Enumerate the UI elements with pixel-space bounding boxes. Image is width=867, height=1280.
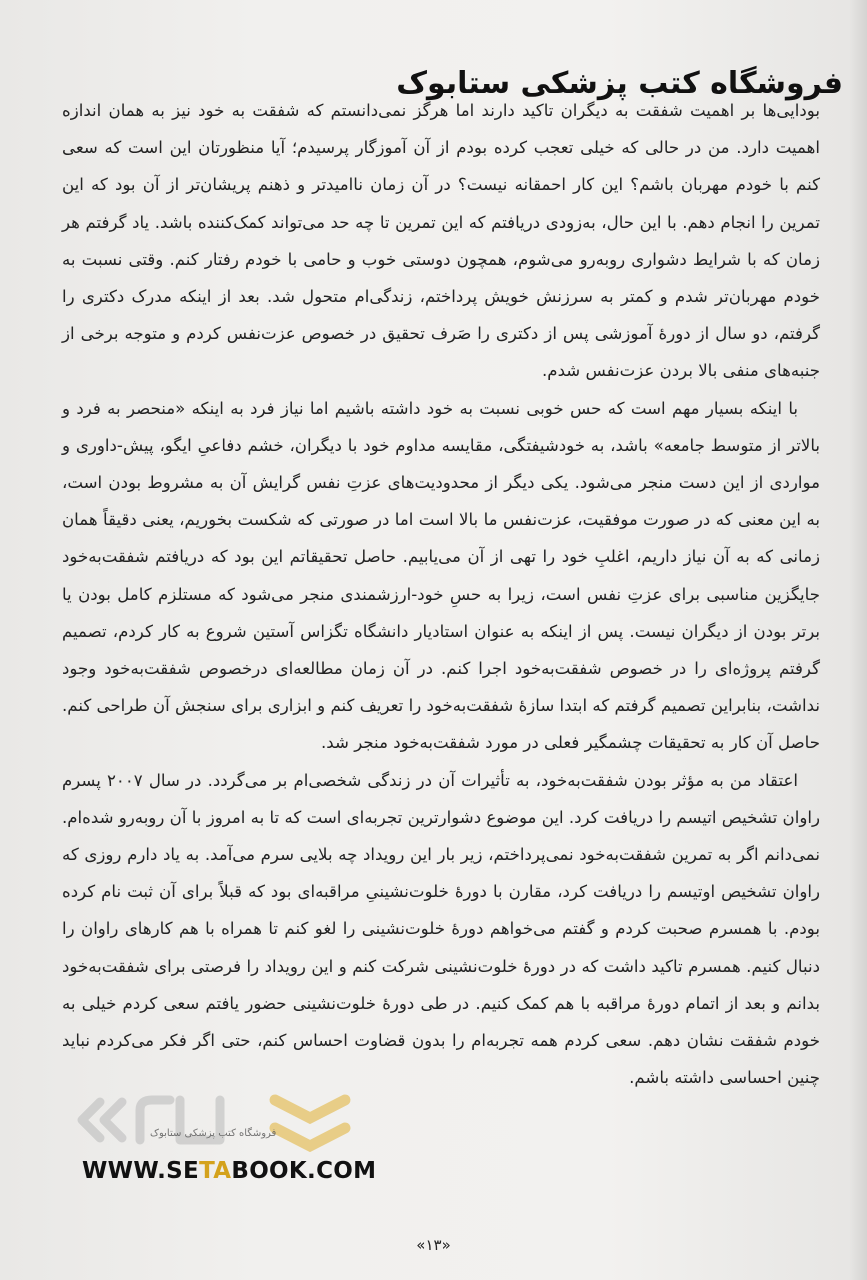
page-number: «۱۳» [416,1236,451,1254]
paragraph-1: بودایی‌ها بر اهمیت شفقت به دیگران تاکید دارند اما هرگز نمی‌دانستم که شفقت به خود نیز به همان اندازه اهمیت دارد. من در حالی که خیلی تعجب کرده بودم از آن آموزگار پرسیدم؛ آیا منظورتان این است که سعی کنم با خودم مهربان باشم؟ این کار احمقانه نیست؟ در آن زمان ناامیدتر و ذهنم پریشان‌تر از آن بود که این تمرین را انجام دهم. با این حال، به‌زودی دریافتم که این تمرین تا چه حد می‌تواند کمک‌کننده باشد. یاد گرفتم هر زمان که با شرایط دشواری روبه‌رو می‌شوم، همچون دوستی خوب و حامی با خودم رفتار کنم. وقتی نسبت به خودم مهربان‌تر شدم و کمتر به سرزنش خویش پرداختم، زندگی‌ام متحول شد. بعد از اینکه مدرک دکتری را گرفتم، دو سال از دورهٔ آموزشی پس از دکتری را صَرف تحقیق در خصوص عزت‌نفس کردم و متوجه برخی از جنبه‌های منفی بالا بردن عزت‌نفس شدم. [62,101,820,381]
body-text [62,92,820,1096]
paragraph-2: با اینکه بسیار مهم است که حس خوبی نسبت به خود داشته باشیم اما نیاز فرد به اینکه «منحصر به فرد و بالاتر از متوسط جامعه» باشد، به خودشیفتگی، مقایسه مداوم خود با دیگران، خشم دفاعیِ ایگو، پیش-داوری و مواردی از این دست منجر می‌شود. یکی دیگر از محدودیت‌های عزتِ نفس گرایش آن به مشروط بودن است، به این معنی که در صورت موفقیت، عزت‌نفس ما بالا است اما در صورتی که شکست بخوریم، یعنی دقیقاً همان زمانی که به آن نیاز داریم، اغلبِ خود را تهی از آن می‌یابیم. حاصل تحقیقاتم این بود که دریافتم شفقت‌به‌خود جایگزین مناسبی برای عزتِ نفس است، زیرا به حسِ خود-ارزشمندی منجر می‌شود که مستلزم کامل بودن یا برتر بودن از دیگران نیست. پس از اینکه به عنوان استادیار دانشگاه تگزاس آستین شروع به کار کردم، تصمیم گرفتم پروژه‌ای را در خصوص شفقت‌به‌خود اجرا کنم. در آن زمان مطالعه‌ای درخصوص شفقت‌به‌خود وجود نداشت، بنابراین تصمیم گرفتم که ابتدا سازهٔ شفقت‌به‌خود را تعریف کنم و ابزاری برای سنجش آن طراحی کنم. حاصل آن کار به تحقیقات چشمگیر فعلی در مورد شفقت‌به‌خود منجر شد. [62,398,820,753]
url-prefix: WWW.SE [82,1158,200,1184]
url-highlight: TA [199,1158,232,1184]
watermark-url [82,1158,376,1184]
watermark-tagline: فروشگاه کتب پزشکی ستابوک [150,1128,277,1139]
paragraph-3: اعتقاد من به مؤثر بودن شفقت‌به‌خود، به تأثیرات آن در زندگی شخصی‌ام بر می‌گردد. در سال ۲۰۰۷ پسرم راوان تشخیص اتیسم را دریافت کرد. این موضوع دشوارترین تجربه‌ای است که تا به امروز با آن روبه‌رو شده‌ام. نمی‌دانم اگر به تمرین شفقت‌به‌خود نمی‌پرداختم، زیر بار این رویداد چه بلایی سرم می‌آمد. به یاد دارم روزی که راوان تشخیص اوتیسم را دریافت کرد، مقارن با دورهٔ خلوت‌نشینیِ مراقبه‌ای بود که قبلاً برای آن ثبت نام کرده بودم. با همسرم صحبت کردم و گفتم می‌خواهم دورهٔ خلوت‌نشینی را لغو کنم تا همراه با هم کارهای راوان را دنبال کنیم. همسرم تاکید داشت که در دورهٔ خلوت‌نشینی شرکت کنم و این رویداد را فرصتی برای شفقت‌به‌خود بدانم و بعد از اتمام دورهٔ مراقبه با هم کمک کنیم. در طی دورهٔ خلوت‌نشینی حضور یافتم سعی کردم خیلی به خودم شفقت نشان دهم. سعی کردم همه تجربه‌ام را بدون قضاوت احساس کنم، حتی اگر فکر می‌کردم نباید چنین احساسی داشته باشم. [62,770,820,1088]
page-edge-shadow [849,0,867,1280]
setabook-logo-icon [60,1080,390,1160]
shop-title-watermark: فروشگاه کتب پزشکی ستابوک [396,66,843,101]
url-suffix: BOOK.COM [231,1158,377,1184]
